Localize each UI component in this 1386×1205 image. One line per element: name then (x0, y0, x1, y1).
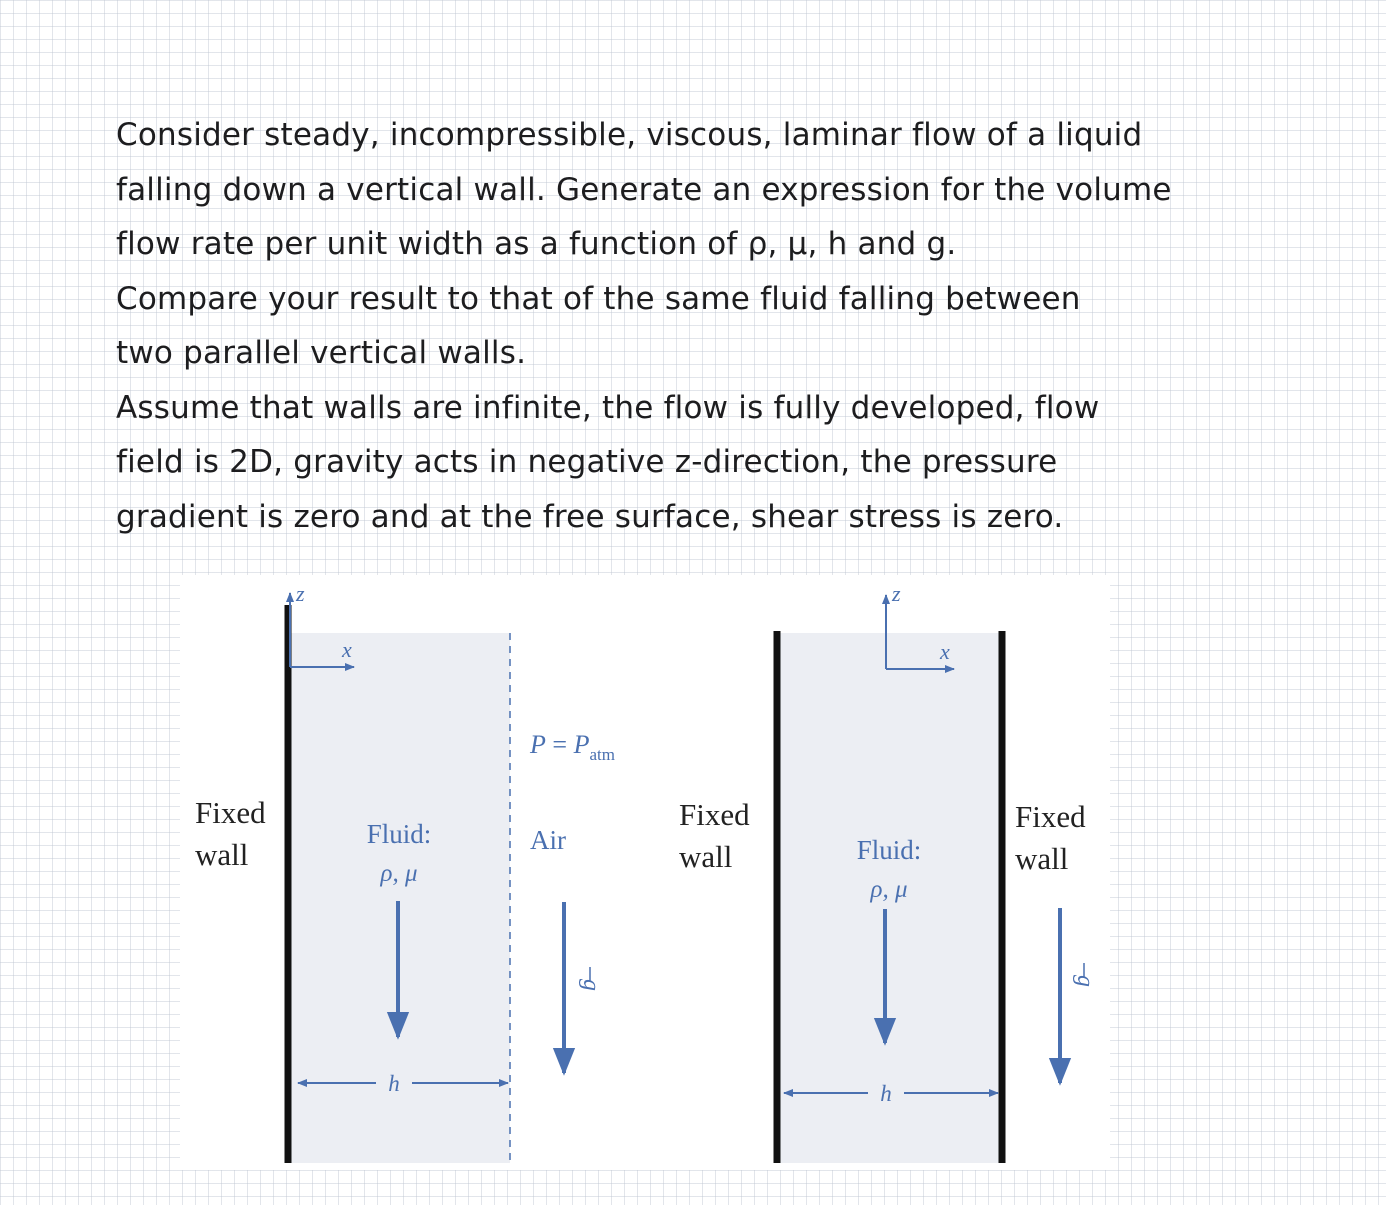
fluid-properties-right: ρ, μ (870, 876, 908, 903)
two-wall-diagram (679, 581, 1098, 1163)
problem-statement (116, 108, 1276, 544)
fluid-label: Fluid: (366, 819, 432, 849)
single-wall-diagram (195, 581, 615, 1163)
problem-line-7: field is 2D, gravity acts in negative z-direction, the pressure (116, 444, 1058, 480)
fluid-label-right: Fluid: (856, 835, 922, 865)
wall-label-line-1: Fixed (195, 795, 266, 830)
problem-line-5: two parallel vertical walls. (116, 335, 527, 371)
z-axis-label-right: z (892, 581, 901, 606)
right-wall-label-line-1: Fixed (1015, 799, 1086, 834)
gravity-label-right: g (1072, 975, 1098, 987)
x-axis-label: x (342, 637, 352, 662)
wall-label-line-2: wall (195, 837, 249, 872)
air-label: Air (530, 825, 566, 855)
problem-line-1: Consider steady, incompressible, viscous, laminar flow of a liquid (116, 117, 1143, 153)
problem-line-8: gradient is zero and at the free surface, shear stress is zero. (116, 498, 1064, 535)
pressure-label: $P = P_{atm}$ (530, 730, 615, 764)
problem-line-2: falling down a vertical wall. Generate an expression for the volume (116, 171, 1172, 208)
x-axis-label-right: x (940, 639, 950, 664)
left-wall-label-line-1: Fixed (679, 797, 750, 832)
problem-line-6: Assume that walls are infinite, the flow is fully developed, flow (116, 389, 1100, 426)
gravity-label: g (578, 979, 604, 991)
problem-line-4: Compare your result to that of the same fluid falling between (116, 280, 1081, 317)
z-axis-label: z (296, 581, 305, 606)
problem-line-3: flow rate per unit width as a function of ρ, μ, h and g. (116, 226, 957, 262)
flow-diagram (180, 575, 1110, 1170)
h-label-right: h (880, 1081, 892, 1106)
fluid-properties: ρ, μ (380, 860, 418, 887)
left-wall-label-line-2: wall (679, 839, 733, 874)
right-wall-label-line-2: wall (1015, 841, 1069, 876)
h-label: h (388, 1071, 400, 1096)
